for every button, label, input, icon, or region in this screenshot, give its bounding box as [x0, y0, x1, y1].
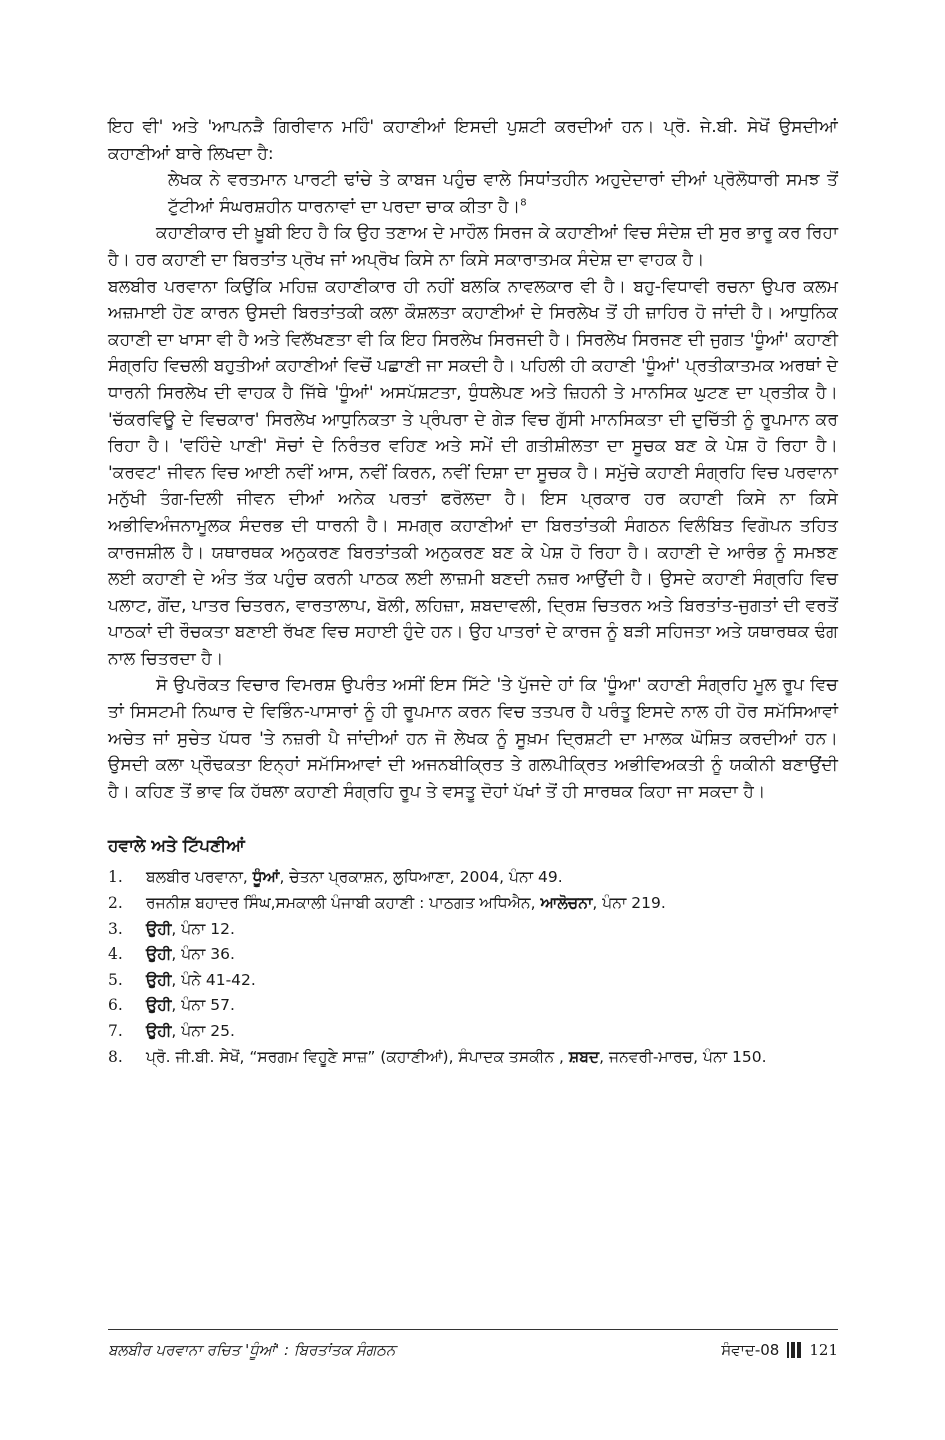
reference-text: ਉਹੀ, ਪੰਨਾ 12. [146, 919, 235, 938]
journal-issue: ਸੰਵਾਦ-08 [721, 1341, 780, 1359]
reference-text: ਪ੍ਰੋ. ਜੀ.ਬੀ. ਸੇਖੋਂ, “ਸਰਗਮ ਵਿਹੂਣੇ ਸਾਜ਼” (ਕਹਾਣੀਆਂ), ਸੰਪਾਦਕ ਤਸਕੀਨ , ਸ਼ਬਦ, ਜਨਵਰੀ-ਮਾਰਚ, ਪੰਨਾ 150. [146, 1047, 767, 1066]
page-number: 121 [809, 1341, 838, 1359]
reference-text: ਉਹੀ, ਪੰਨਾ 25. [146, 1022, 235, 1040]
reference-text: ਰਜਨੀਸ਼ ਬਹਾਦਰ ਸਿੰਘ,ਸਮਕਾਲੀ ਪੰਜਾਬੀ ਕਹਾਣੀ : ਪਾਠਗਤ ਅਧਿਐਨ, ਆਲੋਚਨਾ, ਪੰਨਾ 219. [146, 894, 666, 913]
footer-divider [108, 1329, 838, 1330]
paragraph-4: ਸੋ ਉਪਰੋਕਤ ਵਿਚਾਰ ਵਿਮਰਸ਼ ਉਪਰੰਤ ਅਸੀਂ ਇਸ ਸਿੱਟੇ 'ਤੇ ਪੁੱਜਦੇ ਹਾਂ ਕਿ 'ਧੂੰਆ' ਕਹਾਣੀ ਸੰਗ੍ਰਹਿ ਮੂਲ ਰੂਪ ਵਿਚ ਤਾਂ ਸਿਸਟਮੀ ਨਿਘਾਰ ਦੇ ਵਿਭਿੰਨ-ਪਾਸਾਰਾਂ ਨੂੰ ਹੀ ਰੂਪਮਾਨ ਕਰਨ ਵਿਚ ਤਤਪਰ ਹੈ ਪਰੰਤੂ ਇਸਦੇ ਨਾਲ ਹੀ ਹੋਰ ਸਮੱਸਿਆਵਾਂ ਅਚੇਤ ਜਾਂ ਸੁਚੇਤ ਪੱਧਰ 'ਤੇ ਨਜ਼ਰੀ ਪੈ ਜਾਂਦੀਆਂ ਹਨ ਜੋ ਲੇਖਕ ਨੂੰ ਸੂਖ਼ਮ ਦ੍ਰਿਸ਼ਟੀ ਦਾ ਮਾਲਕ ਘੋਸ਼ਿਤ ਕਰਦੀਆਂ ਹਨ। ਉਸਦੀ ਕਲਾ ਪ੍ਰੌਢਕਤਾ ਇਨ੍ਹਾਂ ਸਮੱਸਿਆਵਾਂ ਦੀ ਅਜਨਬੀਕ੍ਰਿਤ ਤੇ ਗਲਪੀਕ੍ਰਿਤ ਅਭੀਵਿਅਕਤੀ ਨੂੰ ਯਕੀਨੀ ਬਣਾਉਂਦੀ ਹੈ। ਕਹਿਣ ਤੋਂ ਭਾਵ ਕਿ ਹੱਥਲਾ ਕਹਾਣੀ ਸੰਗ੍ਰਹਿ ਰੂਪ ਤੇ ਵਸਤੂ ਦੋਹਾਂ ਪੱਖਾਂ ਤੋਂ ਹੀ ਸਾਰਥਕ ਕਿਹਾ ਜਾ ਸਕਦਾ ਹੈ। [108, 675, 838, 802]
reference-item [108, 942, 838, 968]
reference-text: ਉਹੀ, ਪੰਨਾ 57. [146, 996, 235, 1015]
bars-ornament-icon [787, 1342, 801, 1358]
block-quote [168, 167, 838, 220]
reference-text: ਬਲਬੀਰ ਪਰਵਾਨਾ, ਧੂੰਆਂ, ਚੇਤਨਾ ਪ੍ਰਕਾਸ਼ਨ, ਲੁਧਿਆਣਾ, 2004, ਪੰਨਾ 49. [146, 868, 563, 887]
reference-item [108, 917, 838, 943]
reference-item [108, 1045, 838, 1071]
reference-number: 4. [108, 945, 123, 964]
reference-text: ਉਹੀ, ਪੰਨੇ 41-42. [146, 970, 256, 989]
reference-item [108, 968, 838, 994]
paragraph-2: ਕਹਾਣੀਕਾਰ ਦੀ ਖ਼ੂਬੀ ਇਹ ਹੈ ਕਿ ਉਹ ਤਣਾਅ ਦੇ ਮਾਹੌਲ ਸਿਰਜ ਕੇ ਕਹਾਣੀਆਂ ਵਿਚ ਸੰਦੇਸ਼ ਦੀ ਸੁਰ ਭਾਰੂ ਕਰ ਰਿਹਾ ਹੈ। ਹਰ ਕਹਾਣੀ ਦਾ ਬਿਰਤਾਂਤ ਪ੍ਰੋਖ ਜਾਂ ਅਪ੍ਰੋਖ ਕਿਸੇ ਨਾ ਕਿਸੇ ਸਕਾਰਾਤਮਕ ਸੰਦੇਸ਼ ਦਾ ਵਾਹਕ ਹੈ। [108, 223, 838, 270]
running-title: ਬਲਬੀਰ ਪਰਵਾਨਾ ਰਚਿਤ 'ਧੂੰਆਂ' : ਬਿਰਤਾਂਤਕ ਸੰਗਠਨ [108, 1341, 396, 1359]
reference-number: 3. [108, 919, 123, 938]
paragraph-1: ਇਹ ਵੀ' ਅਤੇ 'ਆਪਨੜੈ ਗਿਰੀਵਾਨ ਮਹਿੰ' ਕਹਾਣੀਆਂ ਇਸਦੀ ਪੁਸ਼ਟੀ ਕਰਦੀਆਂ ਹਨ। ਪ੍ਰੋ. ਜੇ.ਬੀ. ਸੇਖੋਂ ਉਸਦੀਆਂ ਕਹਾਣੀਆਂ ਬਾਰੇ ਲਿਖਦਾ ਹੈ: [108, 117, 838, 164]
reference-item [108, 865, 838, 891]
footer-right [721, 1341, 838, 1359]
reference-number: 8. [108, 1047, 123, 1066]
reference-number: 2. [108, 894, 123, 913]
references-list [108, 865, 838, 1070]
reference-item [108, 891, 838, 917]
reference-text: ਉਹੀ, ਪੰਨਾ 36. [146, 945, 235, 964]
reference-number: 6. [108, 996, 123, 1015]
references-heading: ਹਵਾਲੇ ਅਤੇ ਟਿੱਪਣੀਆਂ [108, 836, 245, 857]
paragraph-3: ਬਲਬੀਰ ਪਰਵਾਨਾ ਕਿਉਂਕਿ ਮਹਿਜ਼ ਕਹਾਣੀਕਾਰ ਹੀ ਨਹੀਂ ਬਲਕਿ ਨਾਵਲਕਾਰ ਵੀ ਹੈ। ਬਹੁ-ਵਿਧਾਵੀ ਰਚਨਾ ਉਪਰ ਕਲਮ ਅਜ਼ਮਾਈ ਹੋਣ ਕਾਰਨ ਉਸਦੀ ਬਿਰਤਾਂਤਕੀ ਕਲਾ ਕੌਸ਼ਲਤਾ ਕਹਾਣੀਆਂ ਦੇ ਸਿਰਲੇਖ ਤੋਂ ਹੀ ਜ਼ਾਹਿਰ ਹੋ ਜਾਂਦੀ ਹੈ। ਆਧੁਨਿਕ ਕਹਾਣੀ ਦਾ ਖਾਸਾ ਵੀ ਹੈ ਅਤੇ ਵਿਲੱਖਣਤਾ ਵੀ ਕਿ ਇਹ ਸਿਰਲੇਖ ਸਿਰਜਦੀ ਹੈ। ਸਿਰਲੇਖ ਸਿਰਜਣ ਦੀ ਜੁਗਤ 'ਧੂੰਆਂ' ਕਹਾਣੀ ਸੰਗ੍ਰਹਿ ਵਿਚਲੀ ਬਹੁਤੀਆਂ ਕਹਾਣੀਆਂ ਵਿਚੋਂ ਪਛਾਣੀ ਜਾ ਸਕਦੀ ਹੈ। ਪਹਿਲੀ ਹੀ ਕਹਾਣੀ 'ਧੂੰਆਂ' ਪ੍ਰਤੀਕਾਤਮਕ ਅਰਥਾਂ ਦੇ ਧਾਰਨੀ ਸਿਰਲੇਖ ਦੀ ਵਾਹਕ ਹੈ ਜਿੱਥੇ 'ਧੂੰਆਂ' ਅਸਪੱਸ਼ਟਤਾ, ਧੁੰਧਲੇਪਣ ਅਤੇ ਜ਼ਿਹਨੀ ਤੇ ਮਾਨਸਿਕ ਘੁਟਣ ਦਾ ਪ੍ਰਤੀਕ ਹੈ। 'ਚੱਕਰਵਿਊ ਦੇ ਵਿਚਕਾਰ' ਸਿਰਲੇਖ ਆਧੁਨਿਕਤਾ ਤੇ ਪ੍ਰੰਪਰਾ ਦੇ ਗੇੜ ਵਿਚ ਗੁੱਸੀ ਮਾਨਸਿਕਤਾ ਦੀ ਦੁਚਿੱਤੀ ਨੂੰ ਰੂਪਮਾਨ ਕਰ ਰਿਹਾ ਹੈ। 'ਵਹਿੰਦੇ ਪਾਣੀ' ਸੋਚਾਂ ਦੇ ਨਿਰੰਤਰ ਵਹਿਣ ਅਤੇ ਸਮੇਂ ਦੀ ਗਤੀਸ਼ੀਲਤਾ ਦਾ ਸੂਚਕ ਬਣ ਕੇ ਪੇਸ਼ ਹੋ ਰਿਹਾ ਹੈ। 'ਕਰਵਟ' ਜੀਵਨ ਵਿਚ ਆਈ ਨਵੀਂ ਆਸ, ਨਵੀਂ ਕਿਰਨ, ਨਵੀਂ ਦਿਸ਼ਾ ਦਾ ਸੂਚਕ ਹੈ। ਸਮੁੱਚੇ ਕਹਾਣੀ ਸੰਗ੍ਰਹਿ ਵਿਚ ਪਰਵਾਨਾ ਮਨੁੱਖੀ ਤੰਗ-ਦਿਲੀ ਜੀਵਨ ਦੀਆਂ ਅਨੇਕ ਪਰਤਾਂ ਫਰੋਲਦਾ ਹੈ। ਇਸ ਪ੍ਰਕਾਰ ਹਰ ਕਹਾਣੀ ਕਿਸੇ ਨਾ ਕਿਸੇ ਅਭੀਵਿਅੰਜਨਾਮੂਲਕ ਸੰਦਰਭ ਦੀ ਧਾਰਨੀ ਹੈ। ਸਮਗ੍ਰ ਕਹਾਣੀਆਂ ਦਾ ਬਿਰਤਾਂਤਕੀ ਸੰਗਠਨ ਵਿਲੰਬਿਤ ਵਿਗੋਪਨ ਤਹਿਤ ਕਾਰਜਸ਼ੀਲ ਹੈ। ਯਥਾਰਥਕ ਅਨੁਕਰਣ ਬਿਰਤਾਂਤਕੀ ਅਨੁਕਰਣ ਬਣ ਕੇ ਪੇਸ਼ ਹੋ ਰਿਹਾ ਹੈ। ਕਹਾਣੀ ਦੇ ਆਰੰਭ ਨੂੰ ਸਮਝਣ ਲਈ ਕਹਾਣੀ ਦੇ ਅੰਤ ਤੱਕ ਪਹੁੰਚ ਕਰਨੀ ਪਾਠਕ ਲਈ ਲਾਜ਼ਮੀ ਬਣਦੀ ਨਜ਼ਰ ਆਉਂਦੀ ਹੈ। ਉਸਦੇ ਕਹਾਣੀ ਸੰਗ੍ਰਹਿ ਵਿਚ ਪਲਾਟ, ਗੋਂਦ, ਪਾਤਰ ਚਿਤਰਨ, ਵਾਰਤਾਲਾਪ, ਬੋਲੀ, ਲਹਿਜ਼ਾ, ਸ਼ਬਦਾਵਲੀ, ਦ੍ਰਿਸ਼ ਚਿਤਰਨ ਅਤੇ ਬਿਰਤਾਂਤ-ਜੁਗਤਾਂ ਦੀ ਵਰਤੋਂ ਪਾਠਕਾਂ ਦੀ ਰੌਚਕਤਾ ਬਣਾਈ ਰੱਖਣ ਵਿਚ ਸਹਾਈ ਹੁੰਦੇ ਹਨ। ਉਹ ਪਾਤਰਾਂ ਦੇ ਕਾਰਜ ਨੂੰ ਬੜੀ ਸਹਿਜਤਾ ਅਤੇ ਯਥਾਰਥਕ ਢੰਗ ਨਾਲ ਚਿਤਰਦਾ ਹੈ। [108, 276, 839, 669]
reference-number: 1. [108, 868, 123, 887]
reference-item [108, 993, 838, 1019]
reference-number: 5. [108, 970, 123, 989]
block-quote-text: ਲੇਖਕ ਨੇ ਵਰਤਮਾਨ ਪਾਰਟੀ ਢਾਂਚੇ ਤੇ ਕਾਬਜ ਪਹੁੰਚ ਵਾਲੇ ਸਿਧਾਂਤਹੀਨ ਅਹੁਦੇਦਾਰਾਂ ਦੀਆਂ ਪ੍ਰੋਲੋਧਾਰੀ ਸਮਝ ਤੋਂ ਟੁੱਟੀਆਂ ਸੰਘਰਸ਼ਹੀਨ ਧਾਰਨਾਵਾਂ ਦਾ ਪਰਦਾ ਚਾਕ ਕੀਤਾ ਹੈ। [168, 170, 838, 217]
page-body [108, 114, 838, 1070]
page-footer [108, 1338, 838, 1362]
footnote-marker: 8 [520, 197, 527, 209]
reference-number: 7. [108, 1022, 123, 1040]
reference-item [108, 1019, 838, 1045]
